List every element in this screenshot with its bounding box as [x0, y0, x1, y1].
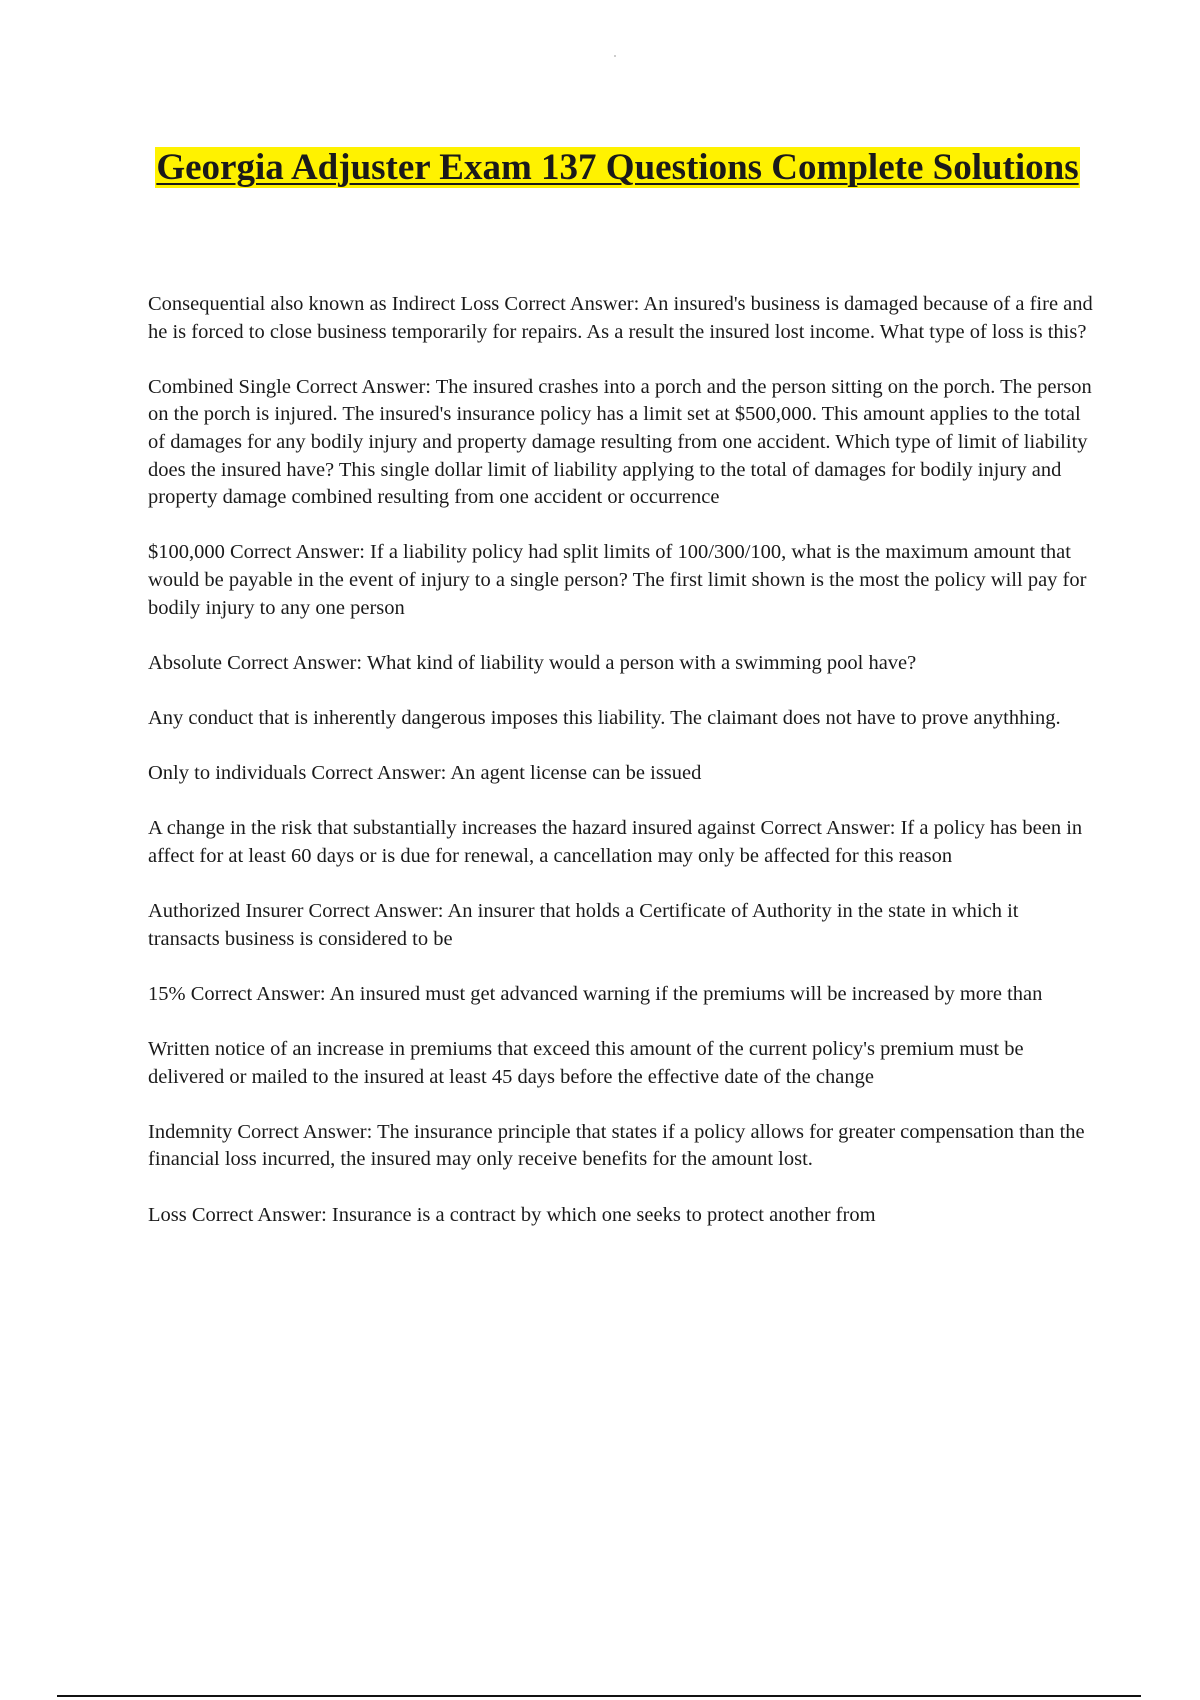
qa-paragraph-1: Consequential also known as Indirect Loss Correct Answer: An insured's business is damaged because of a fire and he is forced to close business temporarily for repairs. As a result the insured lost income. What type of loss is this?: [148, 293, 1093, 343]
qa-paragraph-6: Only to individuals Correct Answer: An agent license can be issued: [148, 762, 702, 785]
qa-paragraph-12: Loss Correct Answer: Insurance is a contract by which one seeks to protect another from: [148, 1203, 876, 1226]
page-bottom-rule: [57, 1695, 1141, 1697]
document-body: [148, 291, 1094, 1257]
page-title-text: Georgia Adjuster Exam 137 Questions Complete Solutions: [156, 147, 1079, 188]
page-title: [100, 145, 1135, 191]
qa-paragraph-8: Authorized Insurer Correct Answer: An insurer that holds a Certificate of Authority in the state in which it transacts business is considered to be: [148, 900, 1019, 950]
scan-dot-mark: [614, 55, 616, 57]
qa-paragraph-11: Indemnity Correct Answer: The insurance principle that states if a policy allows for greater compensation than the financial loss incurred, the insured may only receive benefits for the amount lost.: [148, 1120, 1085, 1171]
qa-paragraph-5: Any conduct that is inherently dangerous imposes this liability. The claimant does not have to prove anythhing.: [148, 706, 1061, 729]
qa-paragraph-3: $100,000 Correct Answer: If a liability policy had split limits of 100/300/100, what is the maximum amount that would be payable in the event of injury to a single person? The first limit shown is the most the policy will pay for bodily injury to any one person: [148, 541, 1087, 619]
qa-paragraph-9: 15% Correct Answer: An insured must get advanced warning if the premiums will be increased by more than: [148, 982, 1043, 1005]
qa-paragraph-10: Written notice of an increase in premiums that exceed this amount of the current policy's premium must be delivered or mailed to the insured at least 45 days before the effective date of the change: [148, 1038, 1024, 1088]
qa-paragraph-7: A change in the risk that substantially increases the hazard insured against Correct Answer: If a policy has been in affect for at least 60 days or is due for renewal, a cancellation may only be affected for this reason: [148, 817, 1083, 867]
qa-paragraph-4: Absolute Correct Answer: What kind of liability would a person with a swimming pool have?: [148, 651, 917, 674]
qa-paragraph-2: Combined Single Correct Answer: The insured crashes into a porch and the person sitting on the porch. The person on the porch is injured. The insured's insurance policy has a limit set at $500,000. This amount applies to the total of damages for any bodily injury and property damage resulting from one accident. Which type of limit of liability does the insured have? This single dollar limit of liability applying to the total of damages for bodily injury and property damage combined resulting from one accident or occurrence: [148, 375, 1092, 509]
